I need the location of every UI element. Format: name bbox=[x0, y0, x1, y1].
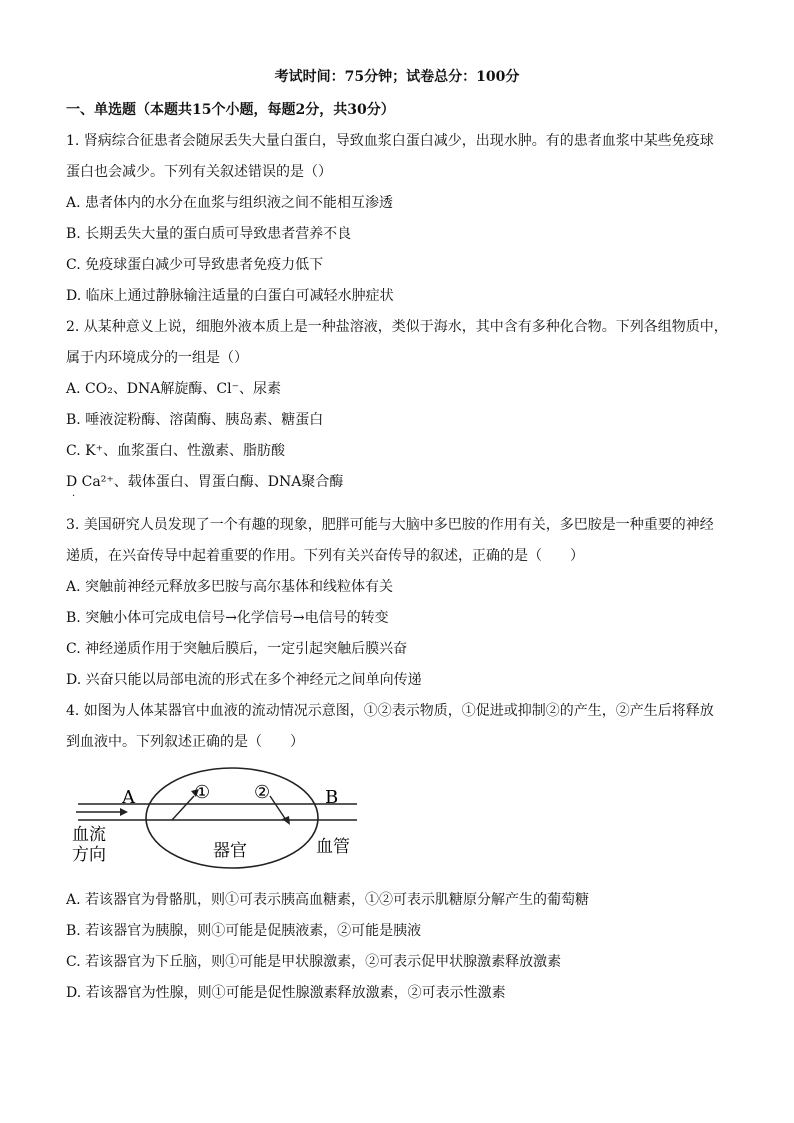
q1-option-b: B. 长期丢失大量的蛋白质可导致患者营养不良 bbox=[66, 226, 352, 242]
label-flow-line1: 血流 bbox=[72, 825, 106, 845]
q1-stem-line2: 蛋白也会减少。下列有关叙述错误的是（） bbox=[66, 164, 332, 180]
q1-stem-line1: 1. 肾病综合征患者会随尿丢失大量白蛋白，导致血浆白蛋白减少，出现水肿。有的患者血浆中某些免疫球 bbox=[66, 133, 714, 149]
q1-option-c: C. 免疫球蛋白减少可导致患者免疫力低下 bbox=[66, 257, 324, 273]
blood-flow-figure bbox=[70, 766, 370, 876]
q2-option-b: B. 唾液淀粉酶、溶菌酶、胰岛素、糖蛋白 bbox=[66, 412, 324, 428]
q4-option-c: C. 若该器官为下丘脑，则①可能是甲状腺激素，②可表示促甲状腺激素释放激素 bbox=[66, 954, 562, 970]
q3-option-c: C. 神经递质作用于突触后膜后，一定引起突触后膜兴奋 bbox=[66, 641, 408, 657]
q2-option-d: D Ca²⁺、载体蛋白、胃蛋白酶、DNA聚合酶 bbox=[66, 474, 344, 490]
q3-option-b: B. 突触小体可完成电信号→化学信号→电信号的转变 bbox=[66, 610, 389, 626]
q4-option-b: B. 若该器官为胰腺，则①可能是促胰液素，②可能是胰液 bbox=[66, 923, 422, 939]
q2-stem-line2: 属于内环境成分的一组是（） bbox=[66, 350, 248, 366]
q2-stem-line1: 2. 从某种意义上说，细胞外液本质上是一种盐溶液，类似于海水，其中含有多种化合物。下列各组物质中， bbox=[66, 319, 728, 335]
label-substance-1: ① bbox=[194, 782, 211, 803]
q3-stem-line2: 递质，在兴奋传导中起着重要的作用。下列有关兴奋传导的叙述，正确的是（ ） bbox=[66, 548, 584, 564]
section-heading: 一、单选题（本题共15个小题，每题2分，共30分） bbox=[66, 102, 395, 118]
label-organ: 器官 bbox=[213, 841, 247, 861]
q4-option-d: D. 若该器官为性腺，则①可能是促性腺激素释放激素，②可表示性激素 bbox=[66, 985, 506, 1001]
label-flow-line2: 方向 bbox=[72, 845, 106, 865]
label-a: A bbox=[122, 787, 135, 808]
q2-option-c: C. K⁺、血浆蛋白、性激素、脂肪酸 bbox=[66, 443, 285, 459]
q4-stem-line2: 到血液中。下列叙述正确的是（ ） bbox=[66, 734, 304, 750]
flow-arrow-head bbox=[120, 808, 128, 816]
label-substance-2: ② bbox=[254, 782, 271, 803]
q3-option-d: D. 兴奋只能以局部电流的形式在多个神经元之间单向传递 bbox=[66, 672, 422, 688]
label-b: B bbox=[325, 787, 339, 808]
q3-option-a: A. 突触前神经元释放多巴胺与高尔基体和线粒体有关 bbox=[66, 579, 394, 595]
q4-option-a: A. 若该器官为骨骼肌，则①可表示胰高血糖素，①②可表示肌糖原分解产生的葡萄糖 bbox=[66, 892, 590, 908]
q4-stem-line1: 4. 如图为人体某器官中血液的流动情况示意图，①②表示物质，①促进或抑制②的产生，②产生后将释放 bbox=[66, 703, 714, 719]
q3-stem-line1: 3. 美国研究人员发现了一个有趣的现象，肥胖可能与大脑中多巴胺的作用有关，多巴胺是一种重要的神经 bbox=[66, 517, 714, 533]
q1-option-a: A. 患者体内的水分在血浆与组织液之间不能相互渗透 bbox=[66, 195, 394, 211]
stray-dot: · bbox=[72, 491, 76, 502]
exam-header: 考试时间：75分钟；试卷总分：100分 bbox=[274, 69, 520, 85]
q2-option-a: A. CO₂、DNA解旋酶、Cl⁻、尿素 bbox=[66, 381, 281, 397]
substance-2-arrow bbox=[270, 796, 286, 820]
label-vessel: 血管 bbox=[316, 837, 350, 857]
q1-option-d: D. 临床上通过静脉输注适量的白蛋白可减轻水肿症状 bbox=[66, 288, 394, 304]
substance-1-arrow bbox=[172, 796, 194, 820]
